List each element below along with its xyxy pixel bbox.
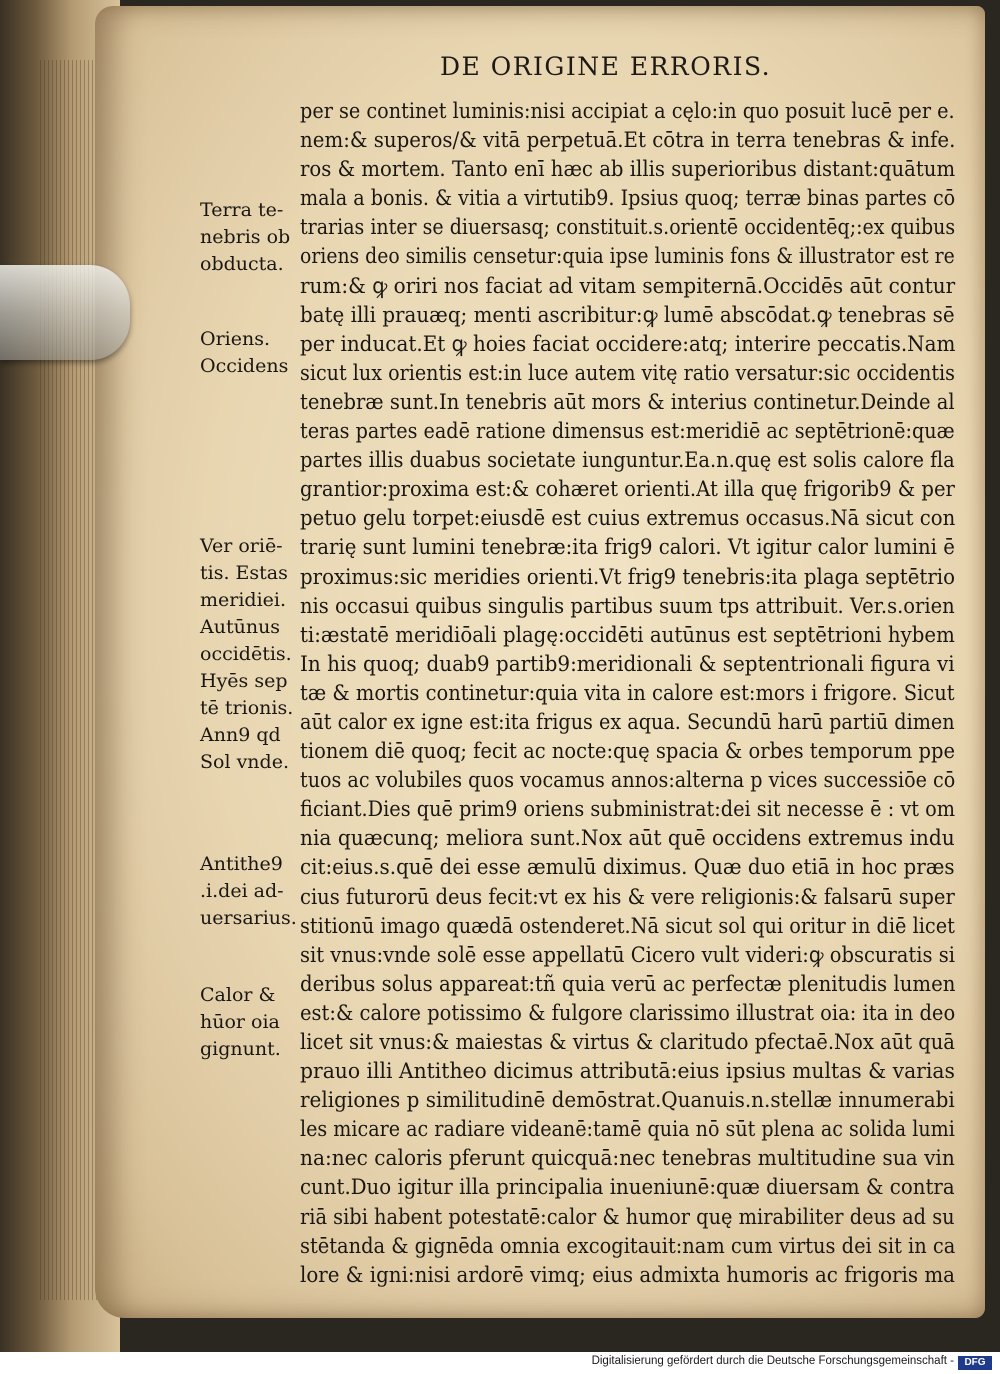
text-line: sicut lux orientis est:in luce autem vitę ratio versatur:sic occidentis (300, 360, 955, 386)
text-line: riā sibi habent potestatē:calor & humor quę mirabiliter deus ad su (300, 1204, 955, 1230)
text-line: per se continet luminis:nisi accipiat a cęlo:in quo posuit lucē per e. (300, 99, 955, 124)
text-line: petuo gelu torpet:eiusdē est cuius extremus occasus.Nā sicut con (300, 506, 956, 532)
body-text (300, 97, 960, 1290)
text-line: ros & mortem. Tanto enī hæc ab illis superioribus distant:quātum (300, 157, 956, 183)
text-line: ti:æstatē meridiōali plagę:occidēti autūnus est septētrioni hybem (300, 622, 955, 648)
gloss-line: Hyēs sep (200, 670, 288, 692)
footer-bar (0, 1352, 1000, 1374)
gloss-line: Occidens (200, 355, 289, 377)
text-line: sit vnus:vnde solē esse appellatū Cicero vult videri:ꝙ obscuratis si (300, 942, 955, 968)
gloss-line: gignunt. (200, 1038, 281, 1060)
text-line: nia quæcunq; meliora sunt.Nox aūt quē occidens extremus indu (300, 826, 955, 852)
text-line: tenebræ sunt.In tenebris aūt mors & interius continetur.Deinde al (300, 389, 955, 415)
gloss-line: obducta. (200, 253, 284, 275)
text-line: religiones p similitudinē demōstrat.Quanuis.n.stellæ innumerabi (300, 1088, 955, 1114)
gloss-line: hūor oia (200, 1011, 280, 1033)
margin-gloss-calor (200, 982, 310, 1063)
text-line: grantior:proxima est:& cohæret orienti.At illa quę frigorib9 & per (300, 477, 955, 503)
gloss-line: Autūnus (200, 616, 281, 638)
text-line: aūt calor ex igne est:ita frigus ex aqua. Secundū harū partiū dimen (300, 709, 955, 735)
gloss-line: Terra te- (200, 199, 284, 221)
text-line: trarias inter se diuersasq; constituit.s.orientē occidentēq;:ex quibus (300, 215, 956, 241)
gloss-line: occidētis. (200, 643, 292, 665)
text-line: lore & igni:nisi ardorē vimq; eius admixta humoris ac frigoris ma (300, 1262, 955, 1288)
gloss-line: tē trionis. (200, 697, 294, 719)
gloss-line: meridiei. (200, 589, 287, 611)
text-line: nis occasui quibus singulis partibus suum tps attribuit. Ver.s.orien (300, 593, 955, 619)
gloss-line: uersarius. (200, 907, 297, 929)
text-line: batę illi prauæq; menti ascribitur:ꝙ lumē abscōdat.ꝙ tenebras sē (300, 302, 955, 328)
text-line: tuos ac volubiles quos vocamus annos:alterna p vices successiōe cō (300, 768, 956, 794)
gloss-line: Calor & (200, 984, 276, 1006)
funding-credit: Digitalisierung gefördert durch die Deutsche Forschungsgemeinschaft - (591, 1355, 954, 1367)
text-line: est:& calore potissimo & fulgore clarissimo illustrat oia: ita in deo (300, 1000, 956, 1026)
dfg-logo: DFG (958, 1356, 992, 1370)
running-head: DE ORIGINE ERRORIS. (440, 52, 772, 81)
text-line: rum:& ꝙ oriri nos faciat ad vitam sempiternā.Occidēs aūt contur (300, 273, 956, 299)
text-line: licet sit vnus:& maiestas & virtus & claritudo pfectaē.Nox aūt quā (300, 1030, 955, 1055)
text-line: cius futurorū deus fecit:vt ex his & vere religionis:& falsarū super (300, 884, 955, 910)
margin-gloss-terra (200, 197, 310, 278)
margin-gloss-ver (200, 533, 310, 776)
margin-gloss-oriens (200, 326, 310, 380)
text-line: na:nec caloris pferunt quicquā:nec tenebras multitudine sua vin (300, 1146, 955, 1172)
text-line: stitionū imago quædā ostenderet.Nā sicut sol qui oritur in diē licet (300, 913, 955, 939)
gloss-line: nebris ob (200, 226, 291, 248)
text-line: les micare ac radiare videanē:tamē quia nō sūt plena ac solida lumi (300, 1117, 955, 1143)
text-line: stētanda & gignēda omnia excogitauit:nam cum virtus dei sit in ca (300, 1233, 956, 1259)
margin-gloss-antitheus (200, 851, 310, 932)
gloss-line: Sol vnde. (200, 751, 289, 773)
glass-page-weight (0, 265, 130, 360)
gloss-line: Antithe9 (200, 853, 283, 875)
text-line: teras partes eadē ratione dimensus est:meridiē ac septētrionē:quæ (300, 419, 955, 445)
gloss-line: Oriens. (200, 328, 271, 350)
text-line: oriens deo similis censetur:quia ipse luminis fons & illustrator est re (300, 244, 955, 270)
text-line: tæ & mortis continetur:quia vita in calore est:mors i frigore. Sicut (300, 680, 955, 706)
text-line: partes illis duabus societate iunguntur.Ea.n.quę est solis calore fla (300, 448, 955, 474)
text-line: ficiant.Dies quē prim9 oriens subministrat:dei sit necesse ē : vt om (300, 797, 956, 823)
text-line: nem:& superos/& vitā perpetuā.Et cōtra in terra tenebras & infe. (300, 128, 956, 154)
text-line: cit:eius.s.quē dei esse æmulū diximus. Quæ duo etiā in hoc præs (300, 855, 955, 881)
text-line: cunt.Duo igitur illa principalia inueniunē:quæ diuersam & contra (300, 1175, 955, 1201)
gloss-line: Ann9 qd (200, 724, 281, 746)
text-line: mala a bonis. & vitia a virtutib9. Ipsius quoq; terræ binas partes cō (300, 186, 956, 212)
gloss-line: .i.dei ad- (200, 880, 284, 902)
gloss-line: tis. Estas (200, 562, 288, 584)
text-line: tionem diē quoq; fecit ac nocte:quę spacia & orbes temporum ppe (300, 739, 956, 765)
text-line: prauo illi Antitheo dicimus attributā:eius ipsius multas & varias (300, 1059, 955, 1085)
text-line: trarię sunt lumini tenebræ:ita frig9 calori. Vt igitur calor lumini ē (300, 535, 955, 561)
text-line: deribus solus appareat:tñ quia verū ac perfectæ plenitudis lumen (300, 971, 956, 997)
gloss-line: Ver oriē- (200, 535, 283, 557)
text-line: In his quoq; duab9 partib9:meridionali & septentrionali figura vi (300, 651, 955, 677)
text-line: proximus:sic meridies orienti.Vt frig9 tenebris:ita plaga septētrio (300, 564, 955, 590)
text-line: per inducat.Et ꝙ hoies faciat occidere:atq; interire peccatis.Nam (300, 331, 956, 357)
